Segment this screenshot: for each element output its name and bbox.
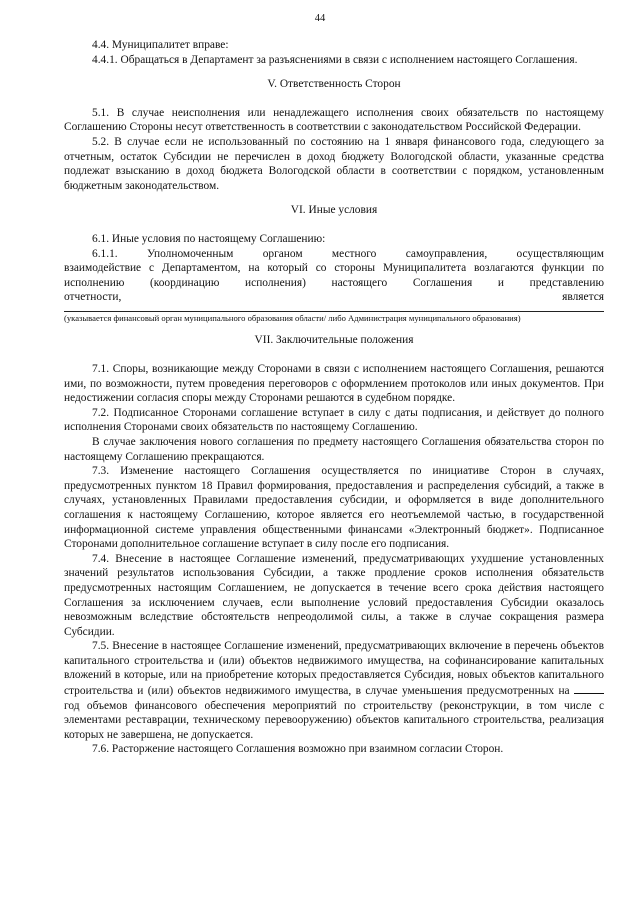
clause-5-2: 5.2. В случае если не использованный по состоянию на 1 января финансового года, следующего за отчетным, остаток Субсидии не перечислен в доход бюджету Вологодской области, указанные средства подлежат взысканию в доход бюджета Вологодской области в соответствии с порядком, установленным бюджетным законодательством. (64, 135, 604, 192)
year-blank-field (574, 683, 604, 694)
clause-6-1-1-last-line (64, 290, 604, 305)
clause-6-1-1-first-line: 6.1.1. Уполномоченным органом местного самоуправления, осуществляющим (92, 247, 604, 260)
clause-7-5-part-b: год объемов финансового обеспечения мероприятий по строительству (реконструкции, в том числе с элементами реставрации, техническому перевооружению) объектов капитального строительства, реализация которых не завершена, не допускается. (64, 699, 604, 741)
section-6-title: VI. Иные условия (290, 204, 378, 217)
clause-7-6: 7.6. Расторжение настоящего Соглашения возможно при взаимном согласии Сторон. (92, 743, 504, 756)
clause-6-1-1-last-right: является (562, 291, 604, 304)
clause-7-2: 7.2. Подписанное Сторонами соглашение вступает в силу с даты подписания, и действует до полного исполнения Сторонами своих обязательств по настоящему Соглашению. (64, 406, 604, 434)
fill-in-rule (64, 311, 604, 312)
clause-6-1-1-last-left: отчетности, (64, 291, 122, 304)
clause-7-2-second: В случае заключения нового соглашения по предмету настоящего Соглашения обязательства сторон по настоящему Соглашению прекращаются. (64, 435, 604, 463)
clause-7-4: 7.4. Внесение в настоящее Соглашение изменений, предусматривающих ухудшение установленных значений результатов использования Субсидии, а также продление сроков исполнения обязательств предусмотренных настоящим Соглашением, не допускается в течение всего срока действия настоящего Соглашения за исключением случаев, если выполнение условий предоставления Субсидии оказалось невозможным вследствие обстоятельств непреодолимой силы, а также в случае сокращения размера Субсидии. (64, 552, 604, 638)
document-body (64, 38, 604, 757)
clause-7-3: 7.3. Изменение настоящего Соглашения осуществляется по инициативе Сторон в случаях, предусмотренных пунктом 18 Правил формирования, предоставления и распределения субсидий, а также в случаях, установленных Правилами предоставления субсидии, и оформляется в виде дополнительного соглашения к настоящему Соглашению, которое является его неотъемлемой частью, в государственной информационной системе управления общественными финансами «Электронный бюджет». Подписанное Сторонами дополнительное соглашение вступает в силу после его подписания. (64, 465, 604, 551)
section-7-title: VII. Заключительные положения (254, 334, 414, 347)
clause-4-4-1: 4.4.1. Обращаться в Департамент за разъяснениями в связи с исполнением настоящего Соглашения. (92, 53, 578, 66)
clause-7-1: 7.1. Споры, возникающие между Сторонами в связи с исполнением настоящего Соглашения, решаются ими, по возможности, путем проведения переговоров с оформлением протоколов или иных документов. При недостижении согласия споры между Сторонами решаются в судебном порядке. (64, 363, 604, 405)
page-number: 44 (314, 13, 326, 24)
clause-6-1: 6.1. Иные условия по настоящему Соглашению: (92, 232, 326, 245)
clause-7-5 (64, 639, 604, 742)
clause-5-1: 5.1. В случае неисполнения или ненадлежащего исполнения своих обязательств по настоящему Соглашению Стороны несут ответственность в соответствии с законодательством Российской Федерации. (64, 106, 604, 134)
section-5-title: V. Ответственность Сторон (267, 78, 401, 91)
clause-4-4: 4.4. Муниципалитет вправе: (92, 39, 229, 51)
clause-6-1-1-body: взаимодействие с Департаментом, на который со стороны Муниципалитета возлагаются функции по исполнению (координацию исполнения) настоящего Соглашения и представлению (64, 262, 604, 289)
clause-7-5-part-a: 7.5. Внесение в настоящее Соглашение изменений, предусматривающих включение в перечень объектов капитального строительства и (или) объектов недвижимого имущества, на софинансирование капитальных вложений в которые, или на приобретение которых предоставляется Субсидия, новых объектов капитального строительства и (или) объектов недвижимого имущества, в случае уменьшения предусмотренных на (64, 640, 604, 698)
footnote: (указывается финансовый орган муниципального образования области/ либо Администрация муниципального образования) (64, 312, 521, 323)
